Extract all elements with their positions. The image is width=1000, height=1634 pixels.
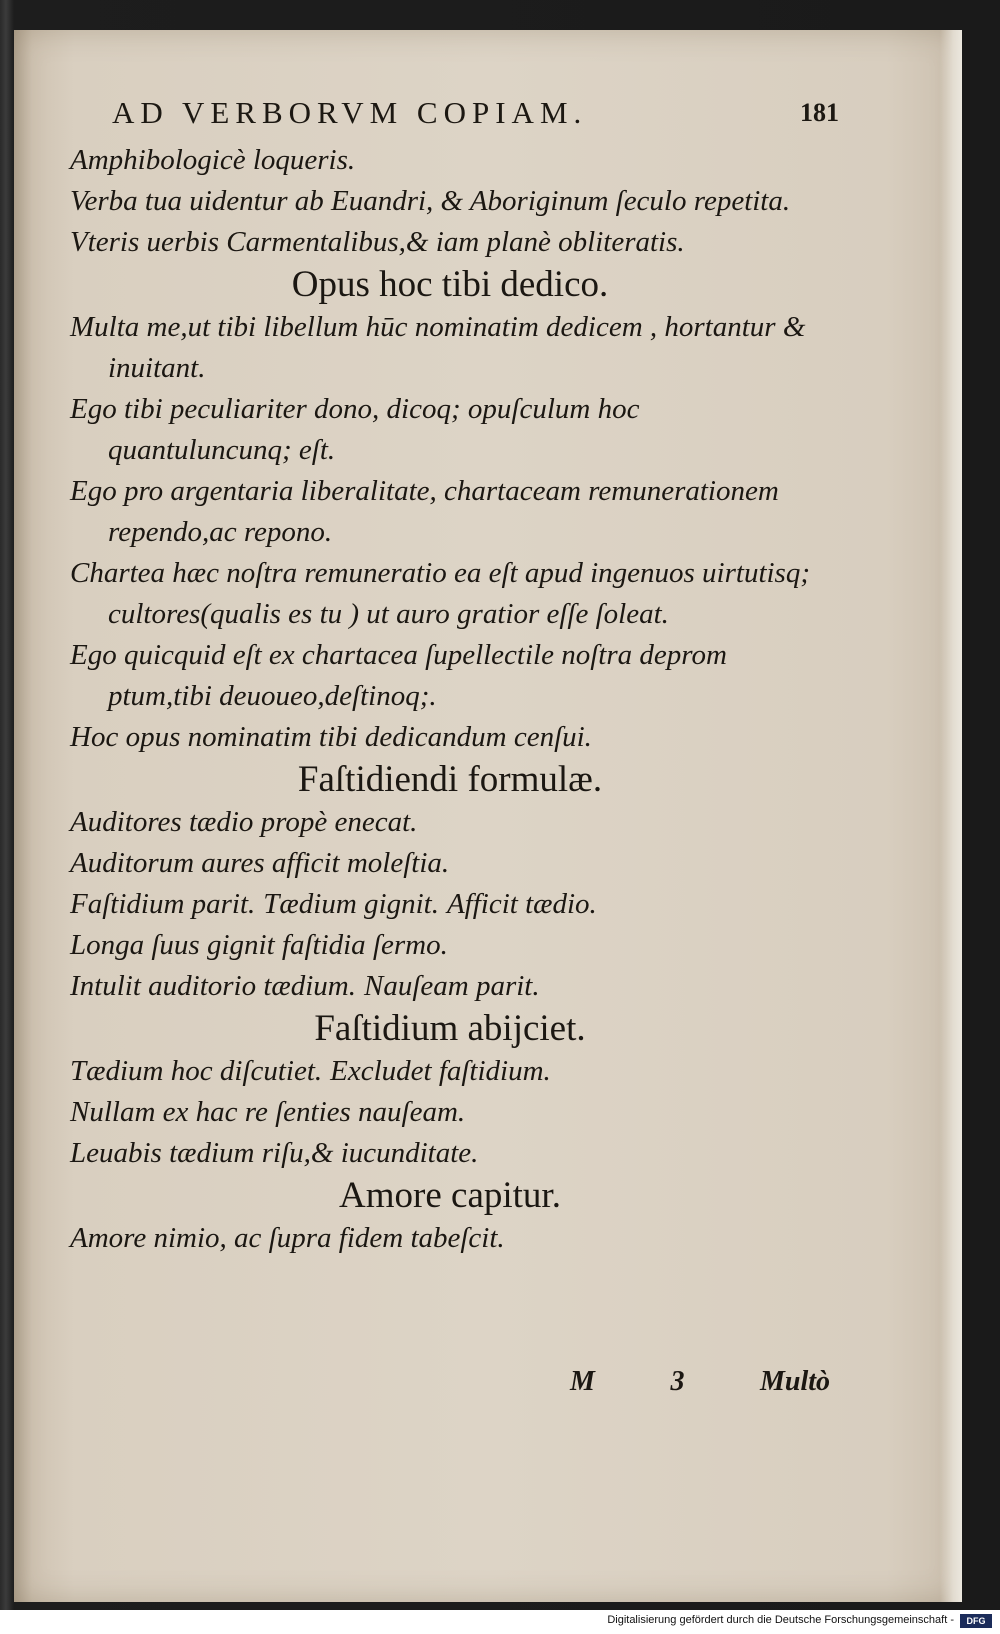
running-head: AD VERBORVM COPIAM. bbox=[112, 95, 588, 130]
phrase: Tædium gignit. bbox=[263, 888, 439, 920]
text-entry: Ego quicquid eſt ex chartacea ſupellectile noſtra deprom ptum,tibi deuoueo,deſtinoq;. bbox=[70, 639, 727, 712]
text-entry: Longa ſuus gignit faſtidia ſermo. bbox=[70, 929, 448, 961]
phrase: Tædium hoc diſcutiet. bbox=[70, 1055, 323, 1087]
text-entry: Ego pro argentaria liberalitate, chartaceam remunerationem rependo,ac repono. bbox=[70, 475, 779, 548]
footer-credit: Digitalisierung gefördert durch die Deutsche Forschungsgemeinschaft - bbox=[607, 1614, 954, 1626]
section-heading: Opus hoc tibi dedico. bbox=[291, 264, 609, 305]
phrase: Intulit auditorio tædium. bbox=[70, 970, 356, 1002]
section-heading: Amore capitur. bbox=[339, 1175, 561, 1216]
phrase-row bbox=[70, 966, 830, 1007]
section-heading: Faſtidium abijciet. bbox=[314, 1008, 586, 1049]
phrase: Nauſeam parit. bbox=[364, 970, 540, 1002]
phrase-row bbox=[70, 1051, 830, 1092]
text-entry: Auditores tædio propè enecat. bbox=[70, 806, 418, 838]
phrase-row bbox=[70, 884, 830, 925]
catchword: Multò bbox=[759, 1366, 830, 1397]
signature-mark: M bbox=[570, 1366, 595, 1397]
signature-number: 3 bbox=[670, 1366, 685, 1397]
dfg-logo-icon: DFG bbox=[960, 1614, 992, 1628]
phrase: Excludet faſtidium. bbox=[330, 1055, 551, 1087]
phrase: Afficit tædio. bbox=[446, 888, 597, 920]
text-entry: Amore nimio, ac ſupra fidem tabeſcit. bbox=[70, 1222, 505, 1254]
text-entry: Ego tibi peculiariter dono, dicoq; opuſculum hoc quantuluncunq; eſt. bbox=[70, 393, 640, 466]
text-entry: Verba tua uidentur ab Euandri, & Aboriginum ſeculo repetita. bbox=[70, 185, 791, 217]
text-entry: Chartea hæc noſtra remuneratio ea eſt apud ingenuos uirtutisq; cultores(qualis es tu ) ut auro gratior eſſe ſoleat. bbox=[70, 557, 810, 630]
text-entry: Amphibologicè loqueris. bbox=[70, 144, 356, 176]
text-entry: Leuabis tædium riſu,& iucunditate. bbox=[70, 1137, 479, 1169]
text-entry: Vteris uerbis Carmentalibus,& iam planè obliteratis. bbox=[70, 226, 685, 258]
text-entry: Auditorum aures afficit moleſtia. bbox=[70, 847, 450, 879]
text-entry: Hoc opus nominatim tibi dedicandum cenſui. bbox=[70, 721, 592, 753]
catchline bbox=[570, 1366, 830, 1398]
folio-number: 181 bbox=[800, 98, 839, 127]
section-heading: Faſtidiendi formulæ. bbox=[297, 759, 603, 800]
text-entry: Nullam ex hac re ſenties nauſeam. bbox=[70, 1096, 466, 1128]
text-entry: Multa me,ut tibi libellum hūc nominatim dedicem , hortantur & inuitant. bbox=[70, 311, 806, 384]
text-block bbox=[70, 140, 830, 1259]
phrase: Faſtidium parit. bbox=[70, 888, 256, 920]
